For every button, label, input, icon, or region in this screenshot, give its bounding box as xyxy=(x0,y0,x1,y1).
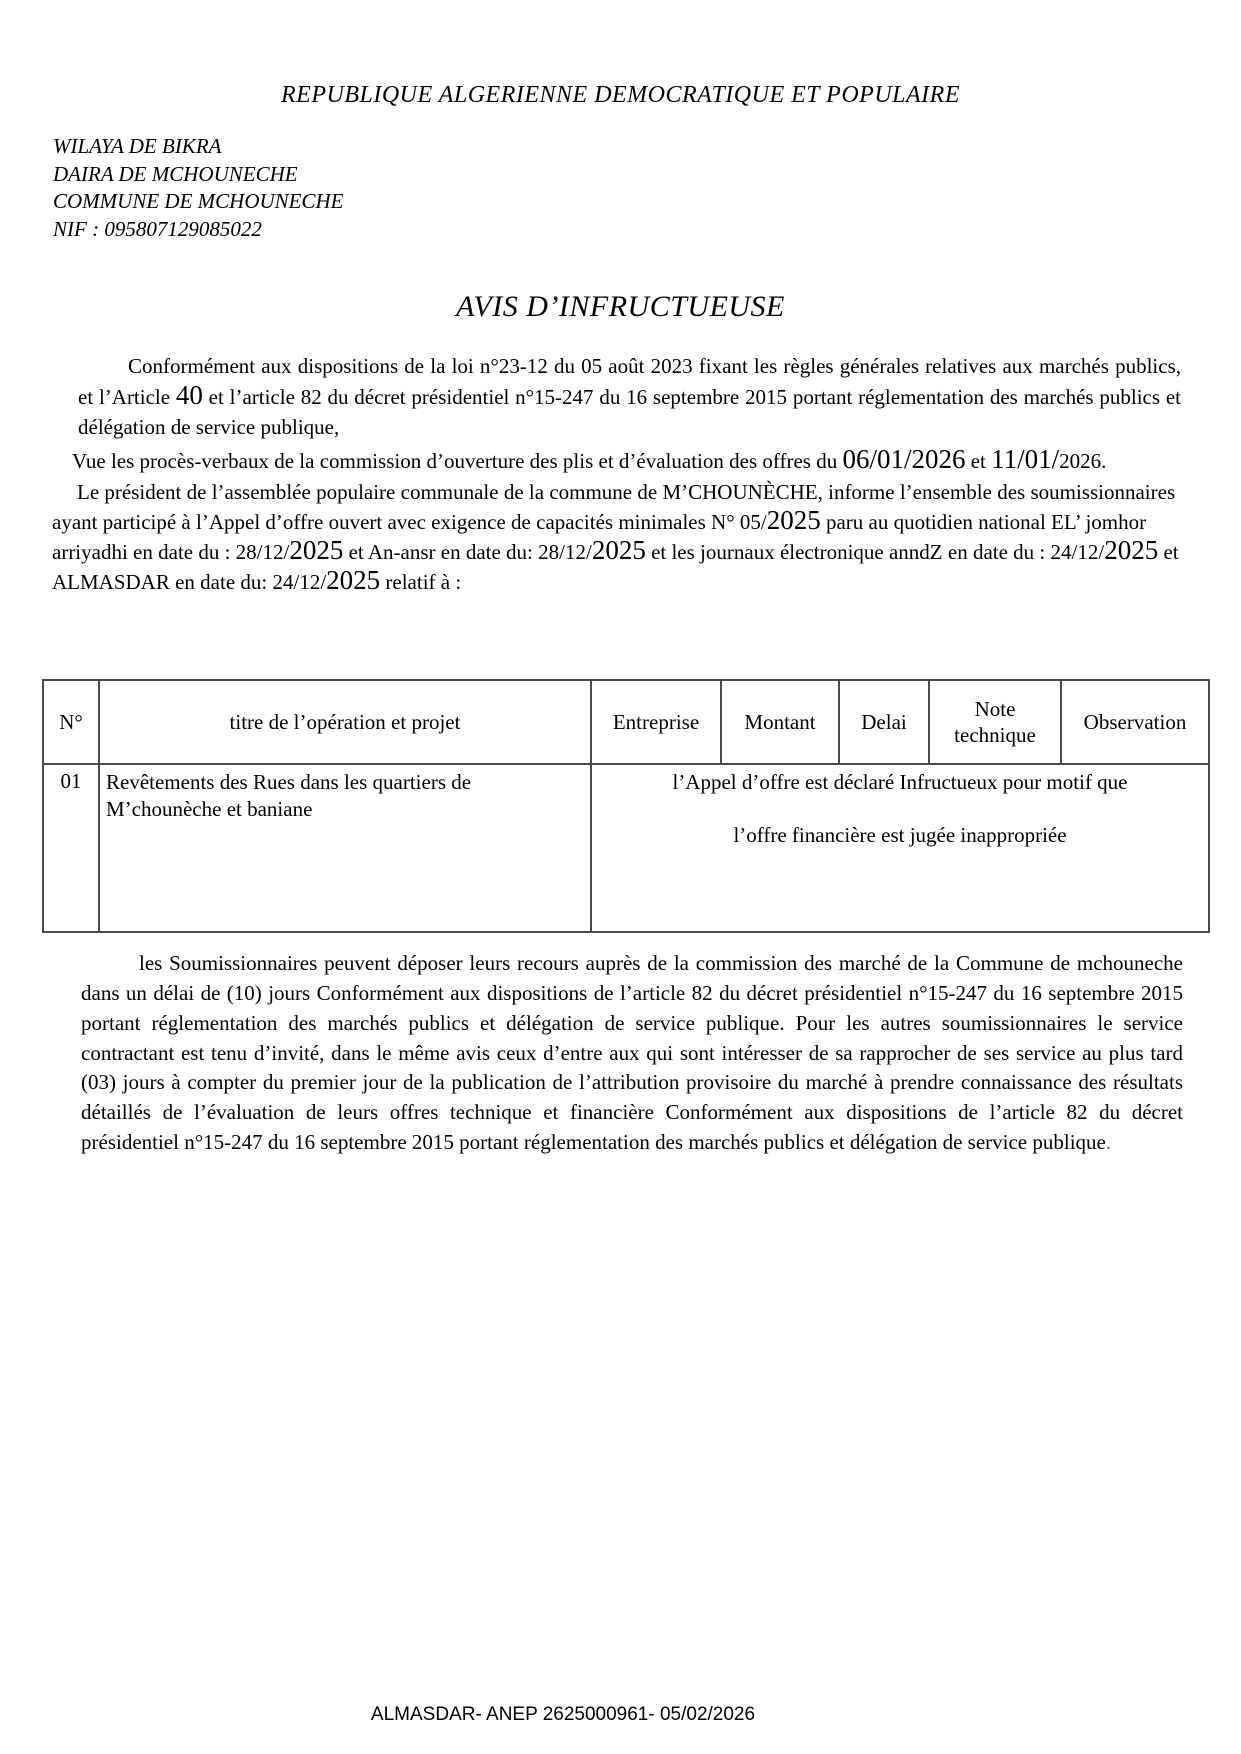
text-segment: Conformément aux dispositions de la loi n°23-12 du 05 août 2023 fixant les règles générales relatives aux marchés publics, et l’Article xyxy=(78,353,1181,409)
header-cell-note: Note technique xyxy=(929,680,1061,764)
emphasized-number: 2025 xyxy=(326,565,381,596)
emphasized-number: 2025 xyxy=(766,505,821,536)
text-segment: Vue les procès-verbaux de la commission d’ouverture des plis et d’évaluation des offres du xyxy=(72,449,843,474)
header-cell-delai: Delai xyxy=(839,680,929,764)
header-cell-entreprise: Entreprise xyxy=(591,680,721,764)
operation-title-cell: Revêtements des Rues dans les quartiers de M’chounèche et baniane xyxy=(99,764,591,932)
paragraph-recourse xyxy=(81,949,1183,1158)
text-segment: et xyxy=(965,449,992,474)
emphasized-number: 11/01/ xyxy=(991,444,1060,475)
text-segment: et l’article 82 du décret présidentiel n°15-247 du 16 septembre 2015 portant réglementation des marchés publics et délégation de service publique, xyxy=(78,384,1181,439)
notice-title: AVIS D’INFRUCTUEUSE xyxy=(456,289,785,323)
table-row xyxy=(43,764,1209,932)
row-number-cell: 01 xyxy=(43,764,99,932)
results-table xyxy=(42,679,1210,933)
emphasized-number: 2025 xyxy=(591,535,646,566)
republic-title: REPUBLIQUE ALGERIENNE DEMOCRATIQUE ET POPULAIRE xyxy=(281,82,960,108)
text-segment: Le président de l’assemblée populaire communale de la commune de M’CHOUNÈCHE, informe l’ensemble des soumissionnaires ayant participé à l’Appel d’offre ouvert avec exigence de capacités minimales N° 05/ xyxy=(52,480,1176,535)
text-segment: et les journaux électronique anndZ en date du : 24/12/ xyxy=(645,540,1105,565)
emphasized-number: 40 xyxy=(175,379,203,410)
text-segment: relatif à : xyxy=(380,570,462,595)
emphasized-number: 2025 xyxy=(289,535,344,566)
text-segment: 2026. xyxy=(1059,449,1107,474)
result-line-1: l’Appel d’offre est déclaré Infructueux pour motif que xyxy=(672,770,1128,795)
organization-block xyxy=(53,133,1241,244)
paragraph-commission-minutes xyxy=(52,446,1195,476)
emphasized-number: 2025 xyxy=(1104,535,1159,566)
header-cell-title: titre de l’opération et projet xyxy=(99,680,591,764)
text-segment: et ALMASDAR en date du: 24/12/ xyxy=(52,540,1179,595)
org-line-wilaya: WILAYA DE BIKRA xyxy=(53,134,222,158)
header-cell-num: N° xyxy=(43,680,99,764)
emphasized-number: 06/01/2026 xyxy=(842,444,966,475)
result-line-2: l’offre financière est jugée inappropriée xyxy=(733,823,1067,848)
header-cell-observation: Observation xyxy=(1061,680,1209,764)
publication-footer: ALMASDAR- ANEP 2625000961- 05/02/2026 xyxy=(370,1704,756,1725)
table-header-row xyxy=(43,680,1209,764)
text-segment: et An-ansr en date du: 28/12/ xyxy=(343,540,592,565)
header-cell-montant: Montant xyxy=(721,680,839,764)
text-segment: les Soumissionnaires peuvent déposer leurs recours auprès de la commission des marché de la Commune de mchouneche dans un délai de (10) jours Conformément aux dispositions de l’article 82 du décret présidentiel n°15-247 du 16 septembre 2015 portant réglementation des marchés publics et délégation de service publique. Pour les autres soumissionnaires le service contractant est tenu d’invité, dans le même avis ceux d’entre aux qui sont intéresser de sa rapprocher de ses service au plus tard (03) jours à compter du premier jour de la publication de l’attribution provisoire du marché à prendre connaissance des résultats détaillés de l’évaluation de leurs offres technique et financière Conformément aux dispositions de l’article 82 du décret présidentiel n°15-247 du 16 septembre 2015 portant réglementation des marchés publics et délégation de service publique xyxy=(81,951,1183,1155)
text-segment: paru au quotidien national EL’ jomhor arriyadhi en date du : 28/12/ xyxy=(52,510,1147,565)
paragraph-announcement xyxy=(52,478,1195,597)
paragraph-legal-basis xyxy=(78,352,1181,442)
result-cell xyxy=(591,764,1209,932)
org-line-nif: NIF : 095807129085022 xyxy=(53,217,262,242)
org-line-commune: COMMUNE DE MCHOUNECHE xyxy=(53,189,344,214)
org-line-daira: DAIRA DE MCHOUNECHE xyxy=(53,161,298,186)
blue-period: . xyxy=(1105,1130,1112,1155)
